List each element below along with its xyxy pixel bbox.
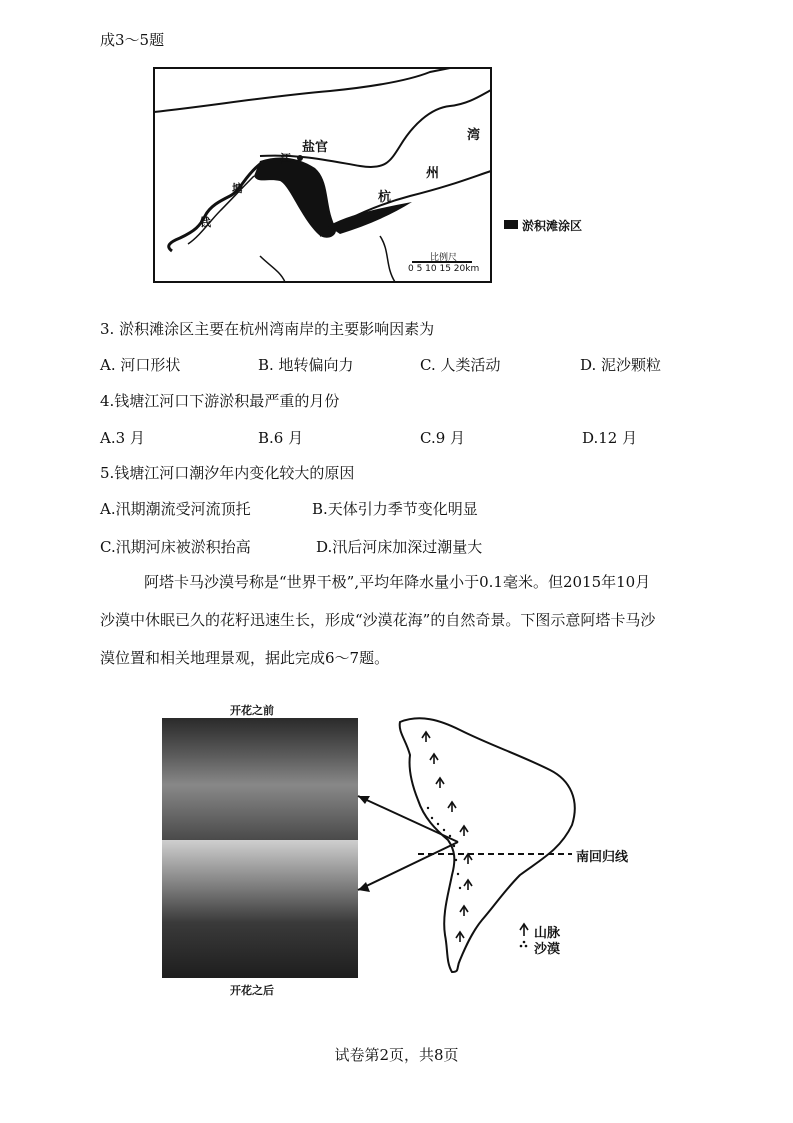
q4-option-d: D.12 月 [582,429,638,447]
south-america-map-drawing [160,700,640,998]
atacama-figure [160,700,640,998]
label-zhou: 州 [426,166,440,181]
page-footer: 试卷第2页，共8页 [334,1046,459,1064]
q3-option-b: B. 地转偏向力 [258,356,354,374]
scale-title: 比例尺 [430,253,458,263]
legend-mudflat: 淤积滩涂区 [522,219,583,233]
tropic-label: 南回归线 [576,850,629,865]
hangzhou-bay-map-drawing [150,66,595,288]
q3-option-c: C. 人类活动 [420,356,501,374]
scale-ticks: 0 5 10 15 20km [408,264,480,274]
label-hang: 杭 [378,190,392,205]
label-jiang: 江 [280,152,291,165]
q5-option-d: D.汛后河床加深过潮量大 [316,538,483,556]
q4-option-b: B.6 月 [258,429,304,447]
passage-line-3: 漠位置和相关地理景观，据此完成6～7题。 [100,649,390,667]
passage-line-1: 阿塔卡马沙漠号称是“世界干极”,平均年降水量小于0.1毫米。但2015年10月 [144,573,651,591]
label-yanguan: 盐官 [302,140,329,155]
passage-line-2: 沙漠中休眠已久的花籽迅速生长，形成“沙漠花海”的自然奇景。下图示意阿塔卡马沙 [100,611,656,629]
photo-label-after: 开花之后 [230,984,274,997]
q5-option-a: A.汛期潮流受河流顶托 [100,500,251,518]
q4-option-a: A.3 月 [100,429,145,447]
q3-stem: 3. 淤积滩涂区主要在杭州湾南岸的主要影响因素为 [100,320,435,338]
q5-option-b: B.天体引力季节变化明显 [312,500,478,518]
q4-stem: 4.钱塘江河口下游淤积最严重的月份 [100,392,340,410]
label-tang: 塘 [232,182,243,195]
q3-option-a: A. 河口形状 [100,356,181,374]
q4-option-c: C.9 月 [420,429,466,447]
legend-mountain-label: 山脉 [534,926,561,941]
q3-option-d: D. 泥沙颗粒 [580,356,662,374]
hangzhou-bay-map [150,66,595,288]
q5-stem: 5.钱塘江河口潮汐年内变化较大的原因 [100,464,355,482]
photo-label-before: 开花之前 [230,704,274,717]
label-wan: 湾 [467,128,481,143]
q5-option-c: C.汛期河床被淤积抬高 [100,538,251,556]
label-qian: 钱 [200,216,211,229]
top-line: 成3～5题 [100,31,165,49]
legend-desert-label: 沙漠 [534,942,561,957]
